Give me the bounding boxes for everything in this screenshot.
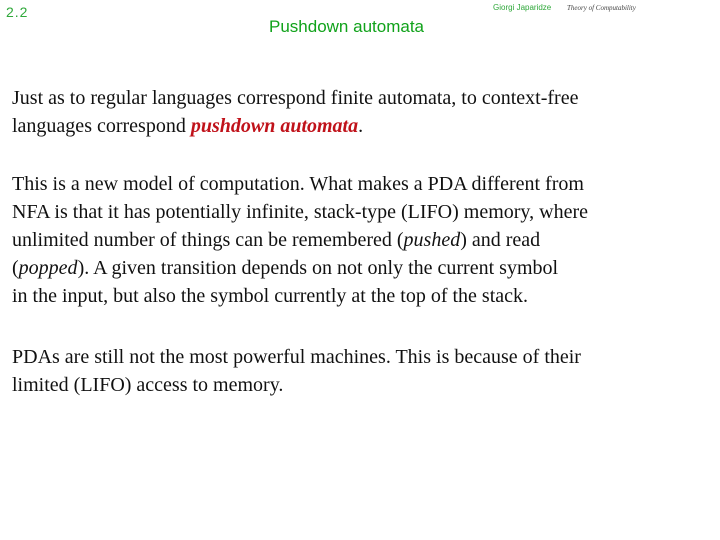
intro-line-2-post: . [358,115,364,137]
model-line-3-post: ) and read [460,229,541,251]
paragraph-limitations [12,343,712,399]
paragraph-pda-model [12,170,712,310]
course-name: Theory of Computability [567,4,636,12]
intro-line-2-pre: languages correspond [12,115,191,137]
model-line-4-post: ). A given transition depends on not only the current symbol [77,257,559,279]
model-line-1: This is a new model of computation. What makes a PDA different from [12,173,584,195]
limits-line-1: PDAs are still not the most powerful machines. This is because of their [12,346,581,368]
slide-title: Pushdown automata [269,17,424,36]
author-name: Giorgi Japaridze [493,3,552,12]
slide-number: 2.2 [6,4,29,20]
model-line-2: NFA is that it has potentially infinite, stack-type (LIFO) memory, where [12,201,588,223]
model-line-3-pre: unlimited number of things can be remembered ( [12,229,404,251]
model-line-5: in the input, but also the symbol currently at the top of the stack. [12,285,529,307]
intro-line-1: Just as to regular languages correspond finite automata, to context-free [12,87,579,109]
limits-line-2: limited (LIFO) access to memory. [12,374,284,396]
paragraph-intro [12,84,712,140]
model-line-4-pre: ( [12,257,19,279]
popped-term: popped [18,257,78,279]
pushed-term: pushed [403,229,461,251]
pushdown-automata-term: pushdown automata [190,115,359,137]
